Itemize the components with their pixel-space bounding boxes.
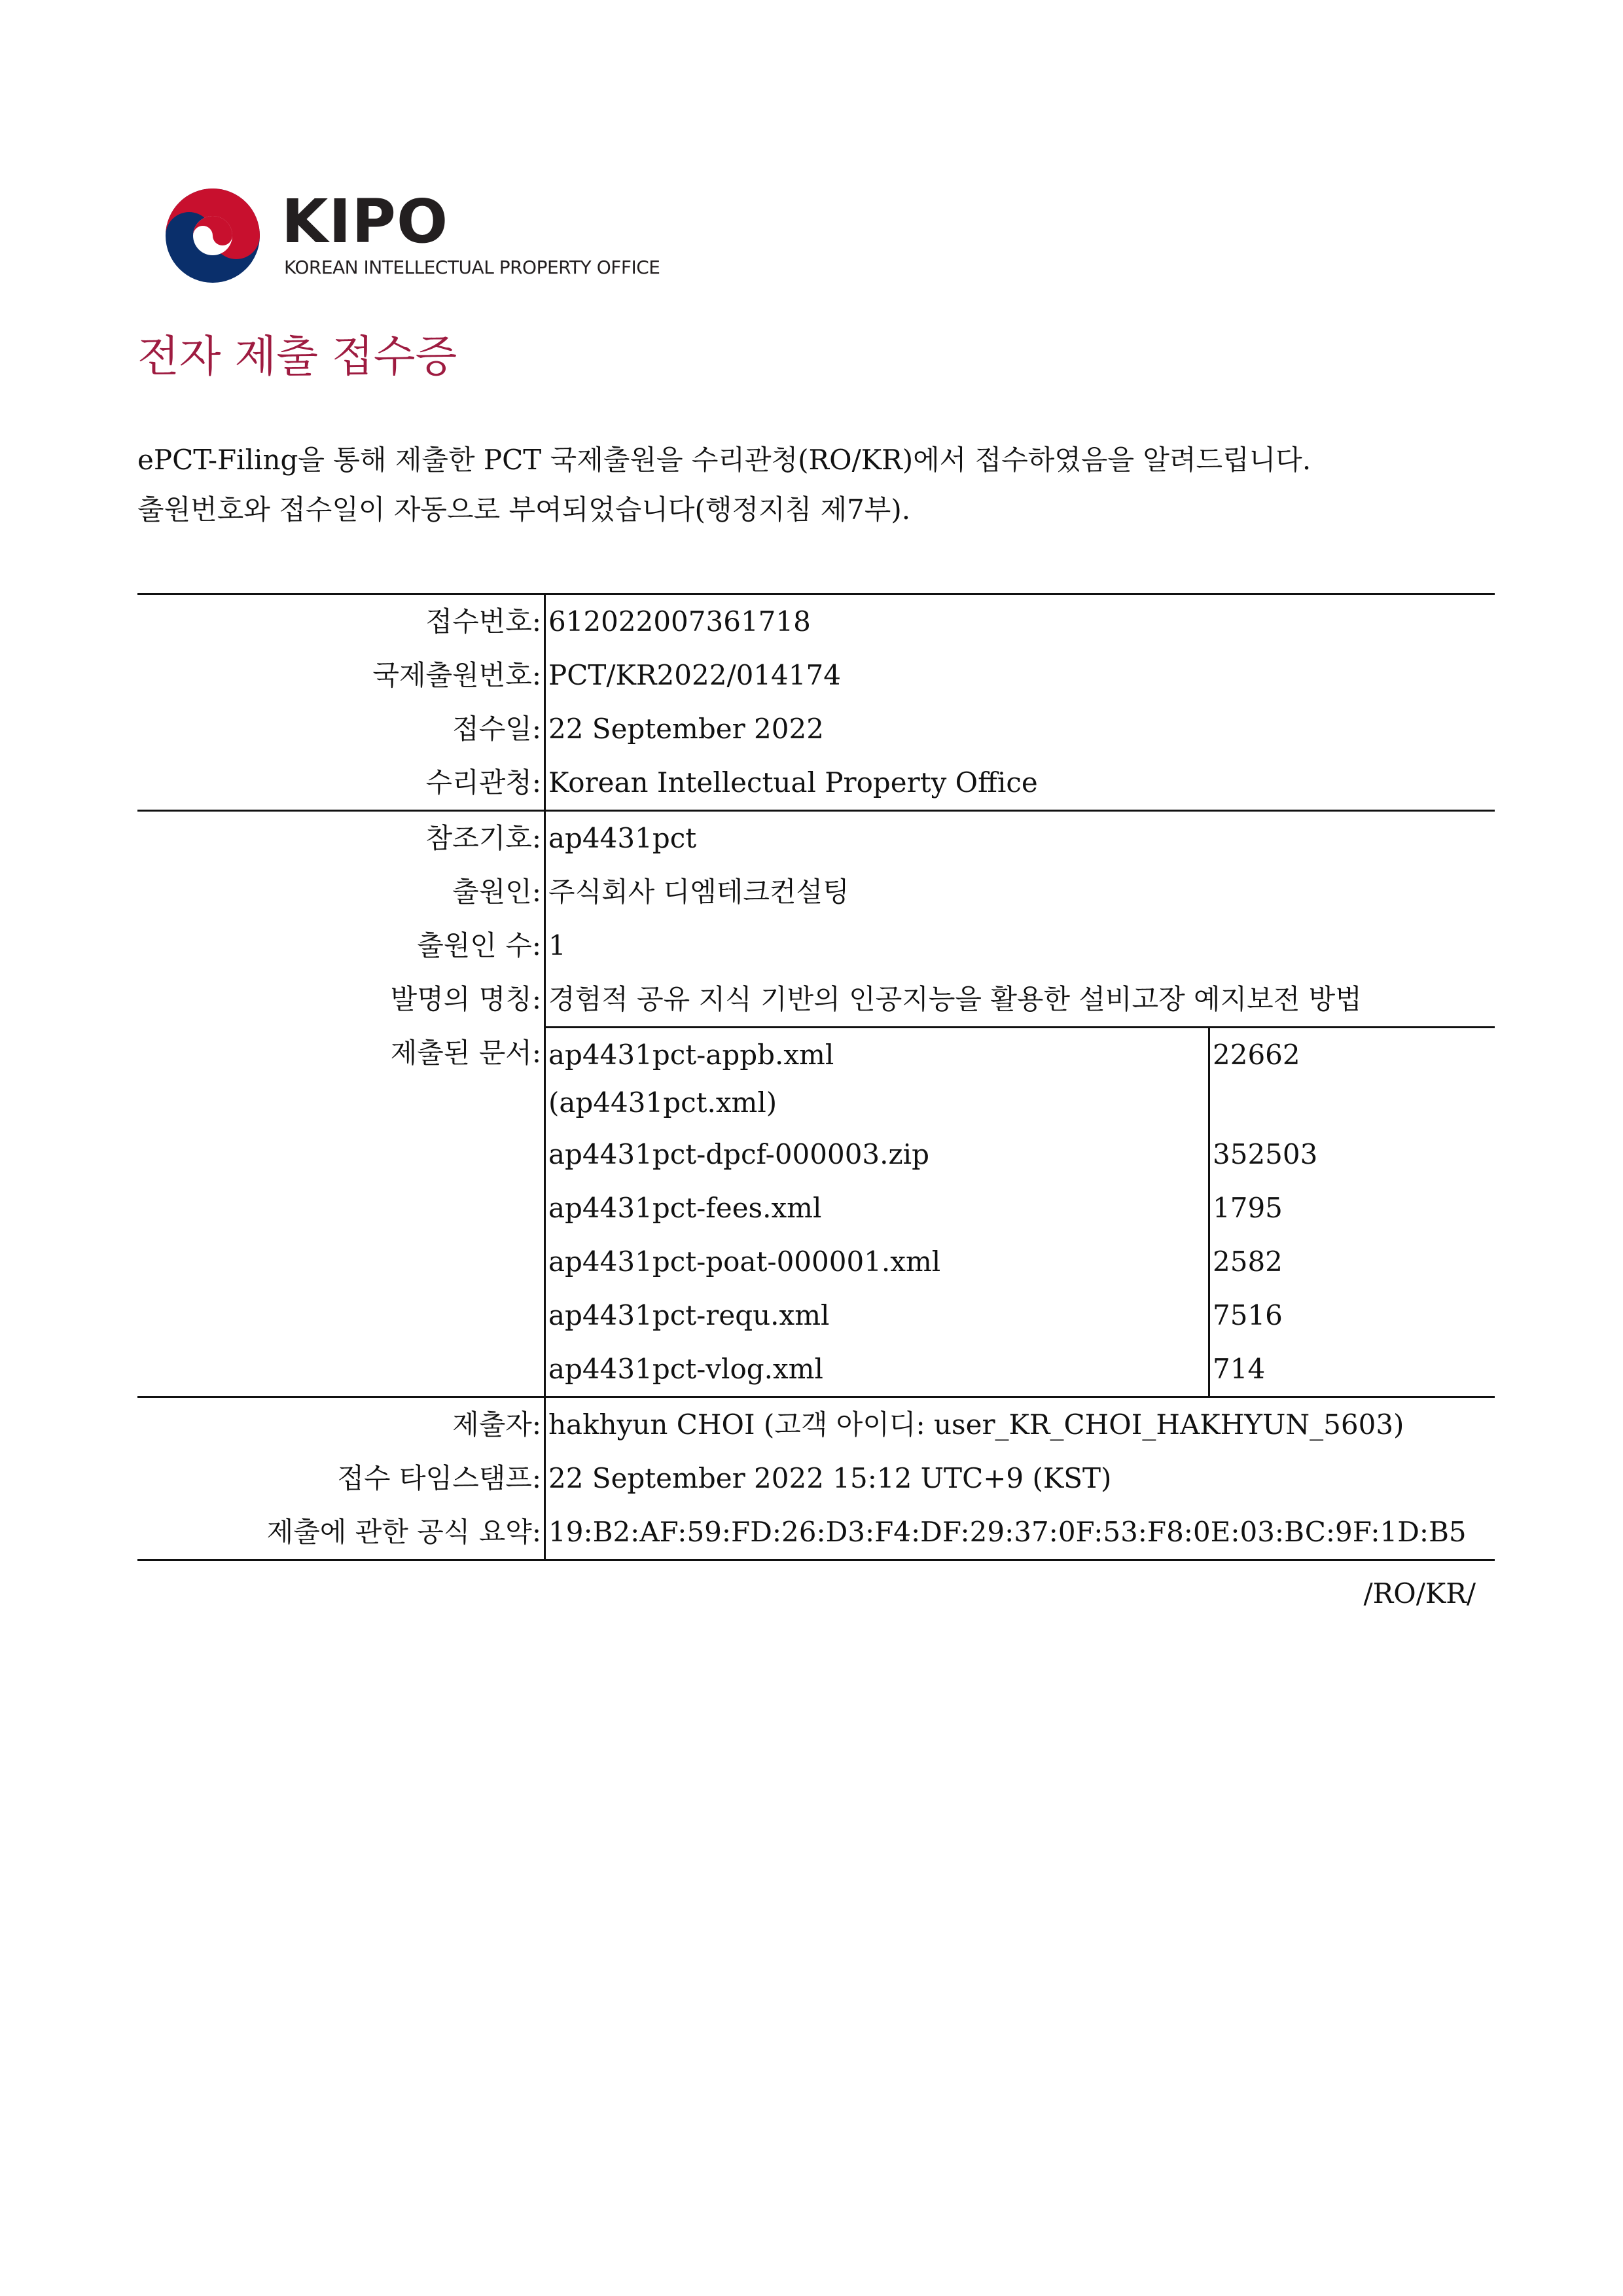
document-name: ap4431pct-requ.xml <box>546 1289 1210 1342</box>
document-size: 714 <box>1213 1353 1266 1385</box>
document-name: ap4431pct-poat-000001.xml <box>546 1235 1210 1289</box>
submission-info-section <box>137 1396 1495 1561</box>
office-footer: /RO/KR/ <box>1363 1577 1476 1609</box>
field-label: 출원인 수: <box>417 929 541 961</box>
field-label: 제출된 문서: <box>390 1037 541 1069</box>
document-row <box>546 1235 1495 1289</box>
digest-row <box>137 1505 1495 1559</box>
document-name: ap4431pct-vlog.xml <box>546 1342 1210 1396</box>
applicant-count-row <box>137 919 1495 973</box>
applicant-count: 1 <box>544 919 1495 973</box>
documents-table <box>544 1026 1495 1396</box>
receipt-timestamp: 22 September 2022 15:12 UTC+9 (KST) <box>544 1452 1495 1505</box>
timestamp-row <box>137 1452 1495 1505</box>
document-size: 1795 <box>1213 1192 1283 1224</box>
intro-text <box>137 435 1311 535</box>
document-size: 22662 <box>1213 1039 1300 1071</box>
field-label: 출원인: <box>452 876 541 908</box>
logo-subtitle: KOREAN INTELLECTUAL PROPERTY OFFICE <box>284 257 660 278</box>
document-size: 2582 <box>1213 1246 1283 1278</box>
field-label: 접수번호: <box>425 605 541 637</box>
submission-digest: 19:B2:AF:59:FD:26:D3:F4:DF:29:37:0F:53:F8:0E:03:BC:9F:1D:B5 <box>544 1505 1495 1559</box>
invention-title: 경험적 공유 지식 기반의 인공지능을 활용한 설비고장 예지보전 방법 <box>544 973 1495 1026</box>
reference-row <box>137 812 1495 865</box>
filing-info-section <box>137 593 1495 810</box>
receipt-date: 22 September 2022 <box>544 702 1495 756</box>
application-details-section <box>137 810 1495 1396</box>
document-name <box>546 1028 1210 1128</box>
field-label: 접수 타임스탬프: <box>337 1462 541 1494</box>
logo-wordmark: KIPO <box>281 187 449 257</box>
page-title: 전자 제출 접수증 <box>137 331 457 382</box>
document-name: ap4431pct-dpcf-000003.zip <box>546 1128 1210 1181</box>
receipt-number: 612022007361718 <box>544 595 1495 649</box>
document-filename: ap4431pct-appb.xml <box>548 1039 834 1071</box>
receipt-date-row <box>137 702 1495 756</box>
document-original-name: (ap4431pct.xml) <box>548 1086 777 1119</box>
field-label: 국제출원번호: <box>372 659 541 691</box>
submitter-row <box>137 1398 1495 1452</box>
document-row <box>546 1028 1495 1128</box>
documents-row <box>137 1026 1495 1396</box>
document-row <box>546 1289 1495 1342</box>
applicant-row <box>137 865 1495 919</box>
receipt-number-row <box>137 595 1495 649</box>
application-number-row <box>137 649 1495 702</box>
field-label: 제출에 관한 공식 요약: <box>266 1516 541 1548</box>
intro-line: 출원번호와 접수일이 자동으로 부여되었습니다(행정지침 제7부). <box>137 493 911 526</box>
receiving-office-row <box>137 756 1495 810</box>
field-label: 접수일: <box>452 713 541 745</box>
field-label: 수리관청: <box>425 766 541 798</box>
receipt-table <box>137 593 1495 1561</box>
invention-title-row <box>137 973 1495 1026</box>
document-row <box>546 1181 1495 1235</box>
document-size: 7516 <box>1213 1299 1283 1331</box>
submitter: hakhyun CHOI (고객 아이디: user_KR_CHOI_HAKHYUN_5603) <box>544 1398 1495 1452</box>
document-name: ap4431pct-fees.xml <box>546 1181 1210 1235</box>
intro-line: ePCT-Filing을 통해 제출한 PCT 국제출원을 수리관청(RO/KR)에서 접수하였음을 알려드립니다. <box>137 444 1311 476</box>
field-label: 발명의 명칭: <box>390 983 541 1015</box>
application-number: PCT/KR2022/014174 <box>544 649 1495 702</box>
reference-code: ap4431pct <box>544 812 1495 865</box>
document-row <box>546 1342 1495 1396</box>
field-label: 제출자: <box>452 1408 541 1441</box>
applicant-name: 주식회사 디엠테크컨설팅 <box>544 865 1495 919</box>
document-row <box>546 1128 1495 1181</box>
document-size: 352503 <box>1213 1138 1318 1170</box>
kipo-logo <box>164 187 726 285</box>
receiving-office: Korean Intellectual Property Office <box>544 756 1495 810</box>
taegeuk-emblem-icon <box>164 187 262 285</box>
field-label: 참조기호: <box>425 822 541 854</box>
